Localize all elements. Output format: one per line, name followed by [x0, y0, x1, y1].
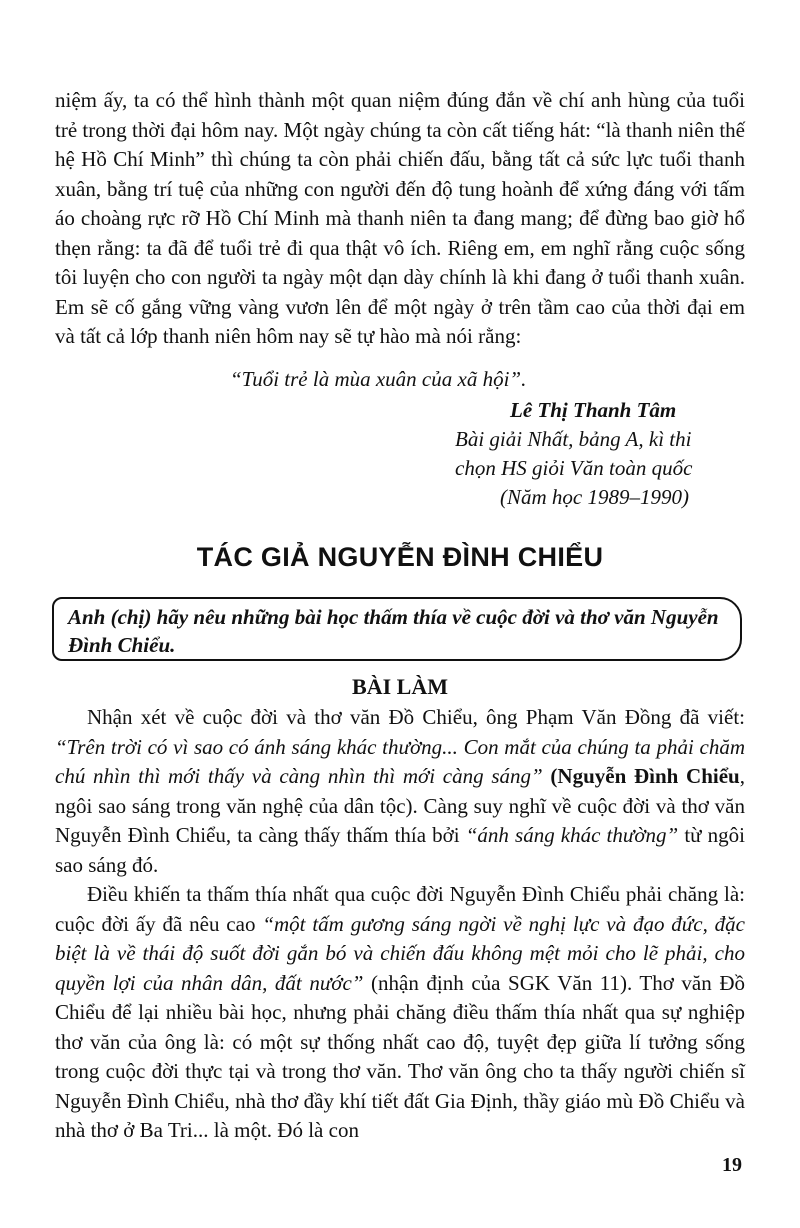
author-name: Lê Thị Thanh Tâm: [510, 398, 677, 422]
p1-rest1: , ngôi sao sáng trong văn nghệ của dân tộc). Càng suy nghĩ về cuộc đời và thơ văn Nguyễn Đình Chiểu, ta càng thấy thấm thía bởi: [55, 764, 745, 847]
answer-heading: BÀI LÀM: [352, 674, 448, 699]
section-title: TÁC GIẢ NGUYỄN ĐÌNH CHIỂU: [196, 542, 604, 572]
p1-name: (Nguyễn Đình Chiểu: [542, 764, 740, 788]
p1-intro: Nhận xét về cuộc đời và thơ văn Đồ Chiểu, ông Phạm Văn Đồng đã viết:: [87, 705, 745, 729]
answer-paragraph-2: [55, 880, 745, 1146]
p2-intro: Điều khiến ta thấm thía nhất qua cuộc đời Nguyễn Đình Chiểu phải chăng là: cuộc đời ấy đã nêu cao: [55, 882, 745, 936]
top-paragraph: [55, 86, 745, 352]
answer-body: [55, 703, 745, 1146]
p2-rest: (nhận định của SGK Văn 11). Thơ văn Đồ Chiểu để lại nhiều bài học, nhưng phải chăng điều thấm thía nhất qua sự nghiệp thơ văn của ông là: có một sự thống nhất cao độ, tuyệt đẹp giữa lí tưởng sống trong cuộc đời thực tại và trong thơ văn. Thơ văn ông cho ta thấy người chiến sĩ Nguyễn Đình Chiểu, nhà thơ đầy khí tiết đất Gia Định, thầy giáo mù Đồ Chiểu và nhà thơ ở Ba Tri... là một. Đó là con: [55, 970, 745, 1142]
answer-paragraph-1: [55, 703, 745, 880]
award-line-1: Bài giải Nhất, bảng A, kì thi: [455, 427, 692, 451]
award-line-2: chọn HS giỏi Văn toàn quốc: [455, 456, 693, 480]
p1-quote2: “ánh sáng khác thường”: [465, 823, 679, 847]
p1-quote: “Trên trời có vì sao có ánh sáng khác thường... Con mắt của chúng ta phải chăm chú nhìn thì mới thấy và càng nhìn thì mới càng sáng”: [55, 734, 745, 788]
top-paragraph-text: niệm ấy, ta có thể hình thành một quan niệm đúng đắn về chí anh hùng của tuổi trẻ trong thời đại hôm nay. Một ngày chúng ta còn cất tiếng hát: “là thanh niên thế hệ Hồ Chí Minh” thì chúng ta còn phải chiến đấu, bằng tất cả sức lực tuổi thanh xuân, bằng trí tuệ của những con người đến độ tung hoành để xứng đáng với tấm áo choàng rực rỡ Hồ Chí Minh mà thanh niên ta đang mang; để đừng bao giờ hổ thẹn rằng: ta đã để tuổi trẻ đi qua thật vô ích. Riêng em, em nghĩ rằng cuộc sống tôi luyện cho con người ta ngày một dạn dày chính là khi đang ở tuổi thanh xuân. Em sẽ cố gắng vững vàng vươn lên để một ngày ở trên tầm cao của thời đại em và tất cả lớp thanh niên hôm nay sẽ tự hào mà nói rằng:: [55, 88, 745, 348]
school-year: (Năm học 1989–1990): [500, 485, 689, 509]
p1-rest2: từ ngôi sao sáng đó.: [55, 823, 745, 877]
page-number: 19: [722, 1154, 742, 1176]
question-box: Anh (chị) hãy nêu những bài học thấm thía về cuộc đời và thơ văn Nguyễn Đình Chiểu.: [52, 597, 742, 661]
closing-quote: “Tuổi trẻ là mùa xuân của xã hội”.: [230, 367, 527, 391]
p2-quote: “một tấm gương sáng ngời về nghị lực và đạo đức, đặc biệt là về thái độ suốt đời gắn bó và chiến đấu không mệt mỏi cho lẽ phải, cho quyền lợi của nhân dân, đất nước”: [55, 911, 746, 995]
